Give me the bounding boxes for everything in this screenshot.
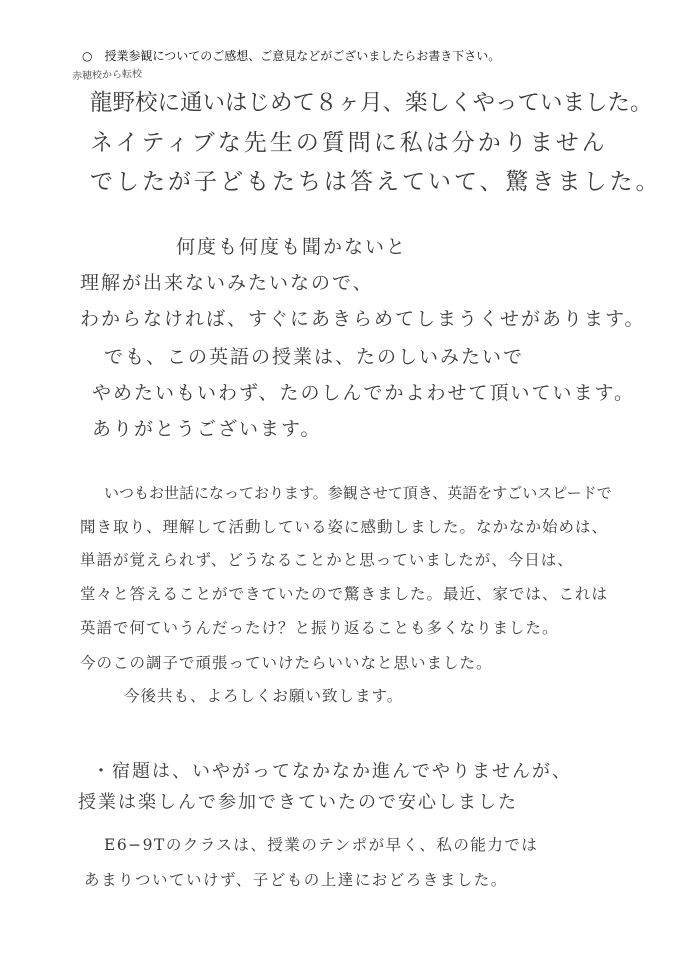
comment-line: 単語が覚えられず、どうなることかと思っていましたが、今日は、 — [80, 551, 574, 569]
comment-line: ネイティブな先生の質問に私は分かりません — [90, 130, 608, 156]
comment-line: 今後共も、よろしくお願い致します。 — [124, 687, 404, 705]
comment-line: やめたいもいわず、たのしんでかよわせて頂いています。 — [92, 382, 635, 404]
comment-line: 堂々と答えることができていたので驚きました。最近、家では、これは — [80, 585, 609, 603]
comment-line: 授業は楽しんで参加できていたので安心しました — [78, 792, 518, 813]
comment-line: 何度も何度も聞かないと — [176, 236, 408, 258]
comment-line: 理解が出来ないみたいなので、 — [80, 272, 374, 294]
comment-line: でしたが子どもたちは答えていて、驚きました。 — [90, 169, 662, 195]
comment-line: ・宿題は、いやがってなかなか進んでやりませんが、 — [92, 761, 572, 782]
side-note: 赤穂校から転校 — [71, 68, 143, 83]
comment-line: あまりついていけず、子どもの上達におどろきました。 — [84, 871, 508, 889]
comment-line: でも、この英語の授業は、たのしいみたいで — [104, 346, 525, 368]
comment-line: 英語で何ていうんだったけ？と振り返ることも多くなりました。 — [80, 619, 559, 637]
comment-line: いつもお世話になっております。参観させて頂き、英語をすごいスピードで — [104, 484, 612, 502]
comment-line: ありがとうございます。 — [92, 418, 322, 440]
comment-line: わからなければ、すぐにあきらめてしまうくせがあります。 — [80, 308, 646, 330]
survey-prompt: ○ 授業参観についてのご感想、ご意見などがございましたらお書き下さい。 — [82, 49, 501, 63]
comment-line: 今のこの調子で頑張っていけたらいいなと思いました。 — [80, 654, 493, 672]
comment-line: 龍野校に通いはじめて８ヶ月、楽しくやっていました。 — [90, 90, 653, 116]
comment-line: E6−9Tのクラスは、授業のテンポが早く、私の能力では — [104, 836, 539, 854]
comment-line: 聞き取り、理解して活動している姿に感動しました。なかなか始めは、 — [80, 518, 609, 536]
